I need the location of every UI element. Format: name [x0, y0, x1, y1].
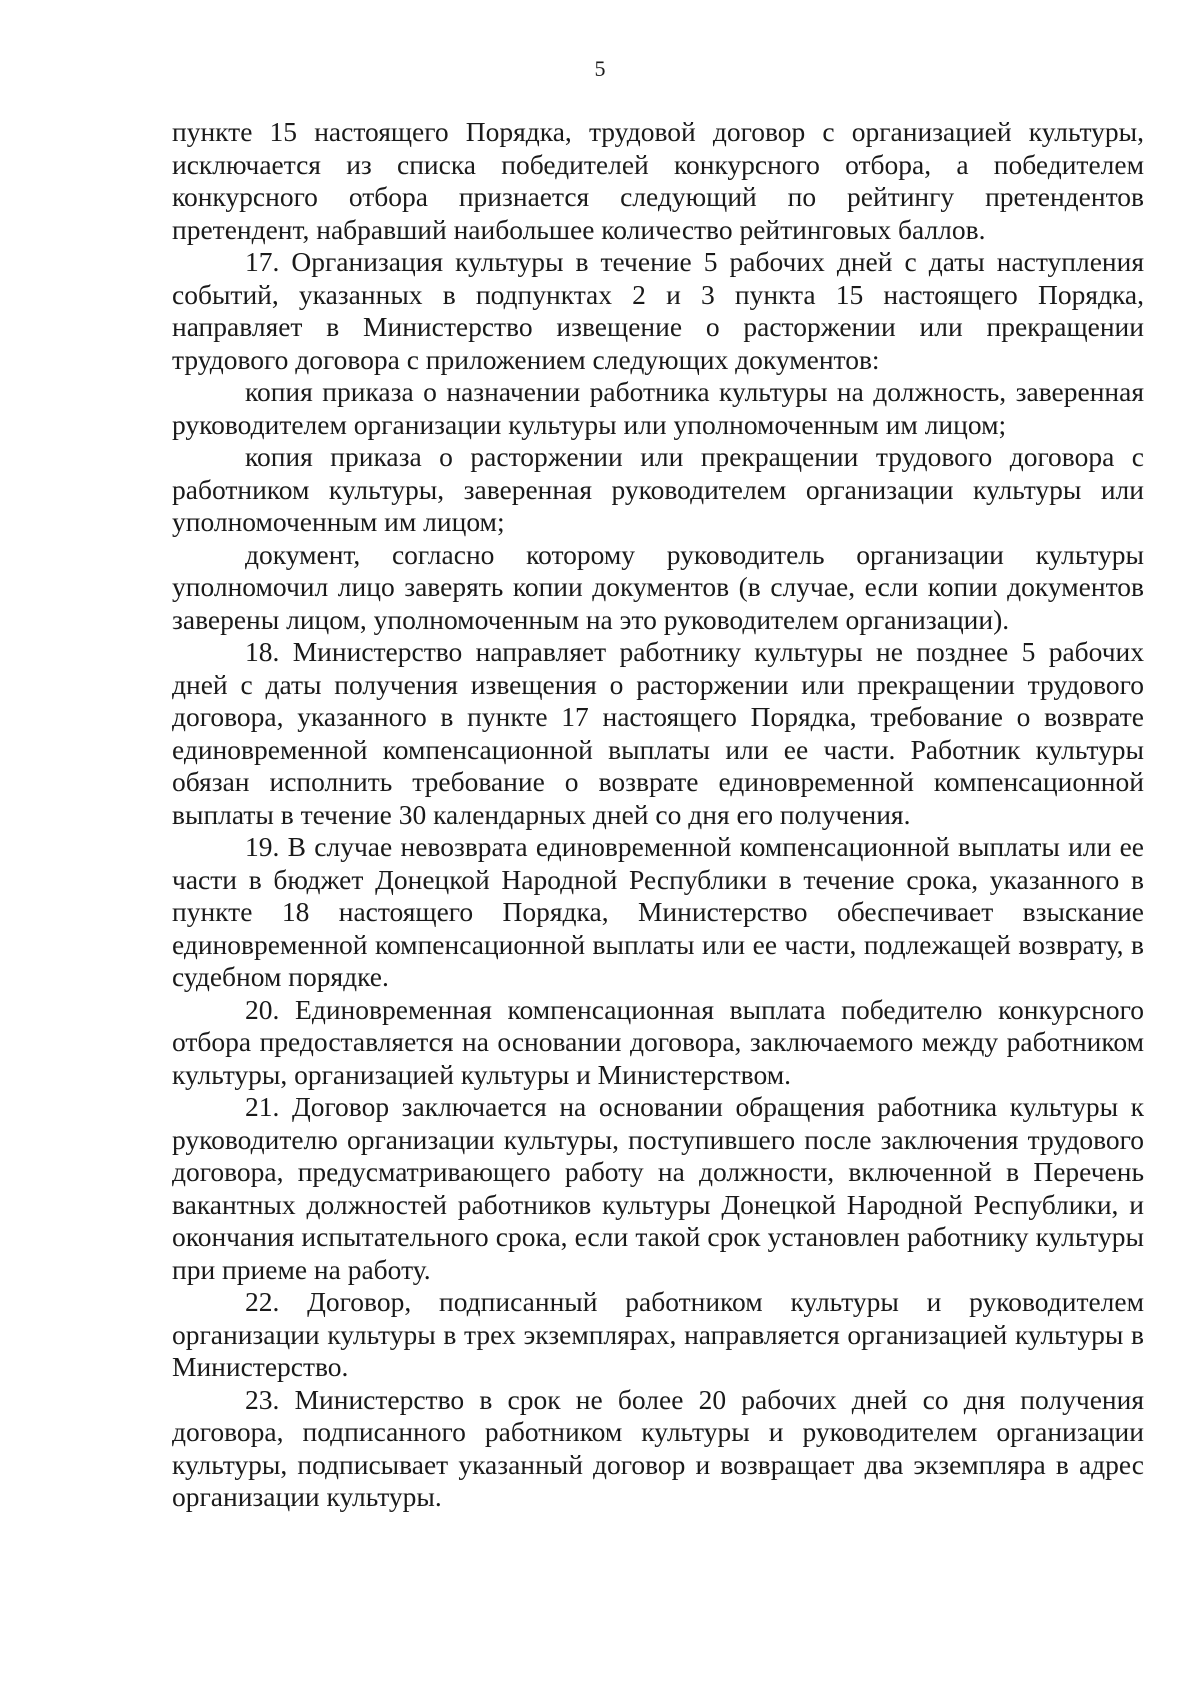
paragraph-23: 23. Министерство в срок не более 20 рабочих дней со дня получения договора, подписанного работником культуры и руководителем организации культуры, подписывает указанный договор и возвращает два экземпляра в адрес организации культуры. [172, 1383, 1144, 1512]
paragraph-17-item-2: копия приказа о расторжении или прекращении трудового договора с работником культуры, заверенная руководителем организации культуры или уполномоченным им лицом; [172, 441, 1144, 537]
paragraph-17-item-3: документ, согласно которому руководитель организации культуры уполномочил лицо заверять копии документов (в случае, если копии документов заверены лицом, уполномоченным на это руководителем организации). [172, 538, 1144, 635]
paragraph-17-item-1: копия приказа о назначении работника культуры на должность, заверенная руководителем организации культуры или уполномоченным им лицом; [172, 376, 1144, 440]
paragraph-20: 20. Единовременная компенсационная выплата победителю конкурсного отбора предоставляется на основании договора, заключаемого между работником культуры, организацией культуры и Министерством. [172, 993, 1144, 1090]
paragraph-19: 19. В случае невозврата единовременной компенсационной выплаты или ее части в бюджет Донецкой Народной Республики в течение срока, указанного в пункте 18 настоящего Порядка, Министерство обеспечивает взыскание единовременной компенсационной выплаты или ее части, подлежащей возврату, в судебном порядке. [172, 831, 1144, 992]
paragraph-18: 18. Министерство направляет работнику культуры не позднее 5 рабочих дней с даты получения извещения о расторжении или прекращении трудового договора, указанного в пункте 17 настоящего Порядка, требование о возврате единовременной компенсационной выплаты или ее части. Работник культуры обязан исполнить требование о возврате единовременной компенсационной выплаты в течение 30 календарных дней со дня его получения. [172, 636, 1144, 830]
document-body [172, 116, 1144, 1514]
page-number: 5 [594, 56, 606, 81]
paragraph-17: 17. Организация культуры в течение 5 рабочих дней с даты наступления событий, указанных в подпунктах 2 и 3 пункта 15 настоящего Порядка, направляет в Министерство извещение о расторжении или прекращении трудового договора с приложением следующих документов: [172, 246, 1144, 375]
paragraph-22: 22. Договор, подписанный работником культуры и руководителем организации культуры в трех экземплярах, направляется организацией культуры в Министерство. [172, 1286, 1144, 1382]
paragraph-21: 21. Договор заключается на основании обращения работника культуры к руководителю организации культуры, поступившего после заключения трудового договора, предусматривающего работу на должности, включенной в Перечень вакантных должностей работников культуры Донецкой Народной Республики, и окончания испытательного срока, если такой срок установлен работнику культуры при приеме на работу. [172, 1091, 1144, 1285]
paragraph-continuation: пункте 15 настоящего Порядка, трудовой договор с организацией культуры, исключается из списка победителей конкурсного отбора, а победителем конкурсного отбора признается следующий по рейтингу претендентов претендент, набравший наибольшее количество рейтинговых баллов. [172, 116, 1144, 245]
